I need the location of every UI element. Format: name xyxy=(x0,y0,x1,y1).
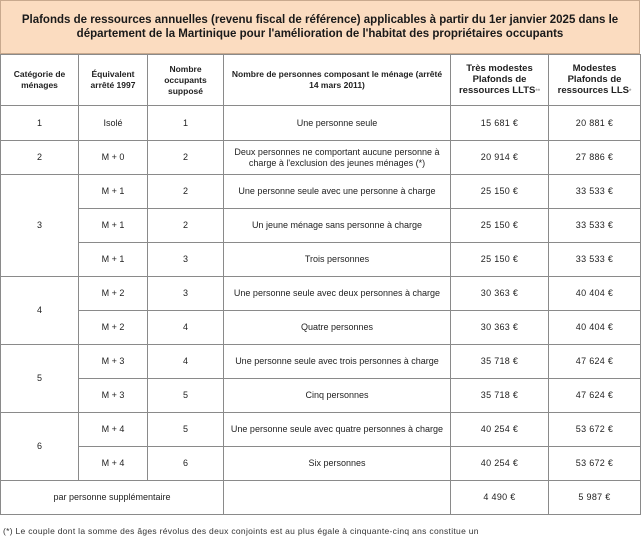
modestes-cell: 20 881 € xyxy=(549,106,641,141)
table-row xyxy=(1,379,641,413)
equivalent-cell: M + 1 xyxy=(79,175,148,209)
category-cell: 3 xyxy=(1,175,79,277)
supplement-row xyxy=(1,481,641,515)
modestes-cell: 47 624 € xyxy=(549,379,641,413)
modestes-cell: 33 533 € xyxy=(549,175,641,209)
header-tres-modestes-title: Très modestes xyxy=(466,62,533,74)
occupants-cell: 6 xyxy=(148,447,224,481)
modestes-cell: 33 533 € xyxy=(549,243,641,277)
category-cell: 4 xyxy=(1,277,79,345)
category-cell: 2 xyxy=(1,141,79,175)
occupants-cell: 5 xyxy=(148,379,224,413)
equivalent-cell: M + 3 xyxy=(79,345,148,379)
header-categorie: Catégorie de ménages xyxy=(1,55,79,106)
footnote: (*) Le couple dont la somme des âges révolus des deux conjoints est au plus égale à cinquante-cinq ans constitue un xyxy=(3,526,479,536)
income-ceiling-table xyxy=(0,54,641,515)
header-row xyxy=(1,55,641,106)
header-modestes-title: Modestes xyxy=(572,62,617,74)
composition-cell: Une personne seule avec deux personnes à charge xyxy=(224,277,451,311)
header-tres-modestes-sub: Plafonds de ressources LLTS xyxy=(458,73,536,96)
tres-modestes-cell: 40 254 € xyxy=(451,413,549,447)
page-title: Plafonds de ressources annuelles (revenu fiscal de référence) applicables à partir du 1er janvier 2025 dans le département de la Martinique pour l'amélioration de l'habitat des propriétaires occupants xyxy=(0,0,640,54)
category-cell: 1 xyxy=(1,106,79,141)
modestes-cell: 40 404 € xyxy=(549,311,641,345)
tres-modestes-cell: 15 681 € xyxy=(451,106,549,141)
modestes-cell: 40 404 € xyxy=(549,277,641,311)
tres-modestes-cell: 30 363 € xyxy=(451,277,549,311)
occupants-cell: 2 xyxy=(148,141,224,175)
equivalent-cell: M + 4 xyxy=(79,413,148,447)
modestes-cell: 53 672 € xyxy=(549,413,641,447)
tres-modestes-cell: 25 150 € xyxy=(451,175,549,209)
header-tres-modestes-mark: ** xyxy=(535,88,541,95)
header-nombre-occupants: Nombre occupants supposé xyxy=(148,55,224,106)
modestes-cell: 47 624 € xyxy=(549,345,641,379)
table-row xyxy=(1,277,641,311)
tres-modestes-cell: 25 150 € xyxy=(451,209,549,243)
tres-modestes-cell: 40 254 € xyxy=(451,447,549,481)
composition-cell: Une personne seule xyxy=(224,106,451,141)
composition-cell: Deux personnes ne comportant aucune personne à charge à l'exclusion des jeunes ménages (*) xyxy=(224,141,451,175)
equivalent-cell: M + 0 xyxy=(79,141,148,175)
occupants-cell: 4 xyxy=(148,311,224,345)
composition-cell: Quatre personnes xyxy=(224,311,451,345)
supplement-label: par personne supplémentaire xyxy=(1,481,224,515)
table-row xyxy=(1,345,641,379)
modestes-cell: 33 533 € xyxy=(549,209,641,243)
supplement-tres-modestes: 4 490 € xyxy=(451,481,549,515)
occupants-cell: 1 xyxy=(148,106,224,141)
table-row xyxy=(1,413,641,447)
equivalent-cell: M + 2 xyxy=(79,311,148,345)
composition-cell: Six personnes xyxy=(224,447,451,481)
composition-cell: Une personne seule avec trois personnes à charge xyxy=(224,345,451,379)
header-tres-modestes xyxy=(451,55,549,106)
composition-cell: Une personne seule avec une personne à charge xyxy=(224,175,451,209)
equivalent-cell: M + 4 xyxy=(79,447,148,481)
table-row xyxy=(1,243,641,277)
equivalent-cell: M + 1 xyxy=(79,243,148,277)
table-row xyxy=(1,311,641,345)
composition-cell: Cinq personnes xyxy=(224,379,451,413)
table-row xyxy=(1,106,641,141)
header-modestes-sub: Plafonds de ressources LLS xyxy=(557,73,629,96)
tres-modestes-cell: 35 718 € xyxy=(451,345,549,379)
tres-modestes-cell: 25 150 € xyxy=(451,243,549,277)
table-row xyxy=(1,209,641,243)
equivalent-cell: Isolé xyxy=(79,106,148,141)
occupants-cell: 3 xyxy=(148,277,224,311)
tres-modestes-cell: 30 363 € xyxy=(451,311,549,345)
header-modestes xyxy=(549,55,641,106)
header-modestes-mark: * xyxy=(628,88,632,95)
occupants-cell: 2 xyxy=(148,209,224,243)
composition-cell: Une personne seule avec quatre personnes à charge xyxy=(224,413,451,447)
occupants-cell: 3 xyxy=(148,243,224,277)
table-row xyxy=(1,141,641,175)
supplement-modestes: 5 987 € xyxy=(549,481,641,515)
category-cell: 6 xyxy=(1,413,79,481)
modestes-cell: 53 672 € xyxy=(549,447,641,481)
equivalent-cell: M + 3 xyxy=(79,379,148,413)
composition-cell: Un jeune ménage sans personne à charge xyxy=(224,209,451,243)
occupants-cell: 5 xyxy=(148,413,224,447)
table-row xyxy=(1,447,641,481)
tres-modestes-cell: 20 914 € xyxy=(451,141,549,175)
composition-cell: Trois personnes xyxy=(224,243,451,277)
table-row xyxy=(1,175,641,209)
equivalent-cell: M + 2 xyxy=(79,277,148,311)
supplement-empty-cell xyxy=(224,481,451,515)
tres-modestes-cell: 35 718 € xyxy=(451,379,549,413)
header-composition: Nombre de personnes composant le ménage (arrêté 14 mars 2011) xyxy=(224,55,451,106)
equivalent-cell: M + 1 xyxy=(79,209,148,243)
occupants-cell: 4 xyxy=(148,345,224,379)
header-equivalent: Équivalent arrêté 1997 xyxy=(79,55,148,106)
occupants-cell: 2 xyxy=(148,175,224,209)
modestes-cell: 27 886 € xyxy=(549,141,641,175)
category-cell: 5 xyxy=(1,345,79,413)
